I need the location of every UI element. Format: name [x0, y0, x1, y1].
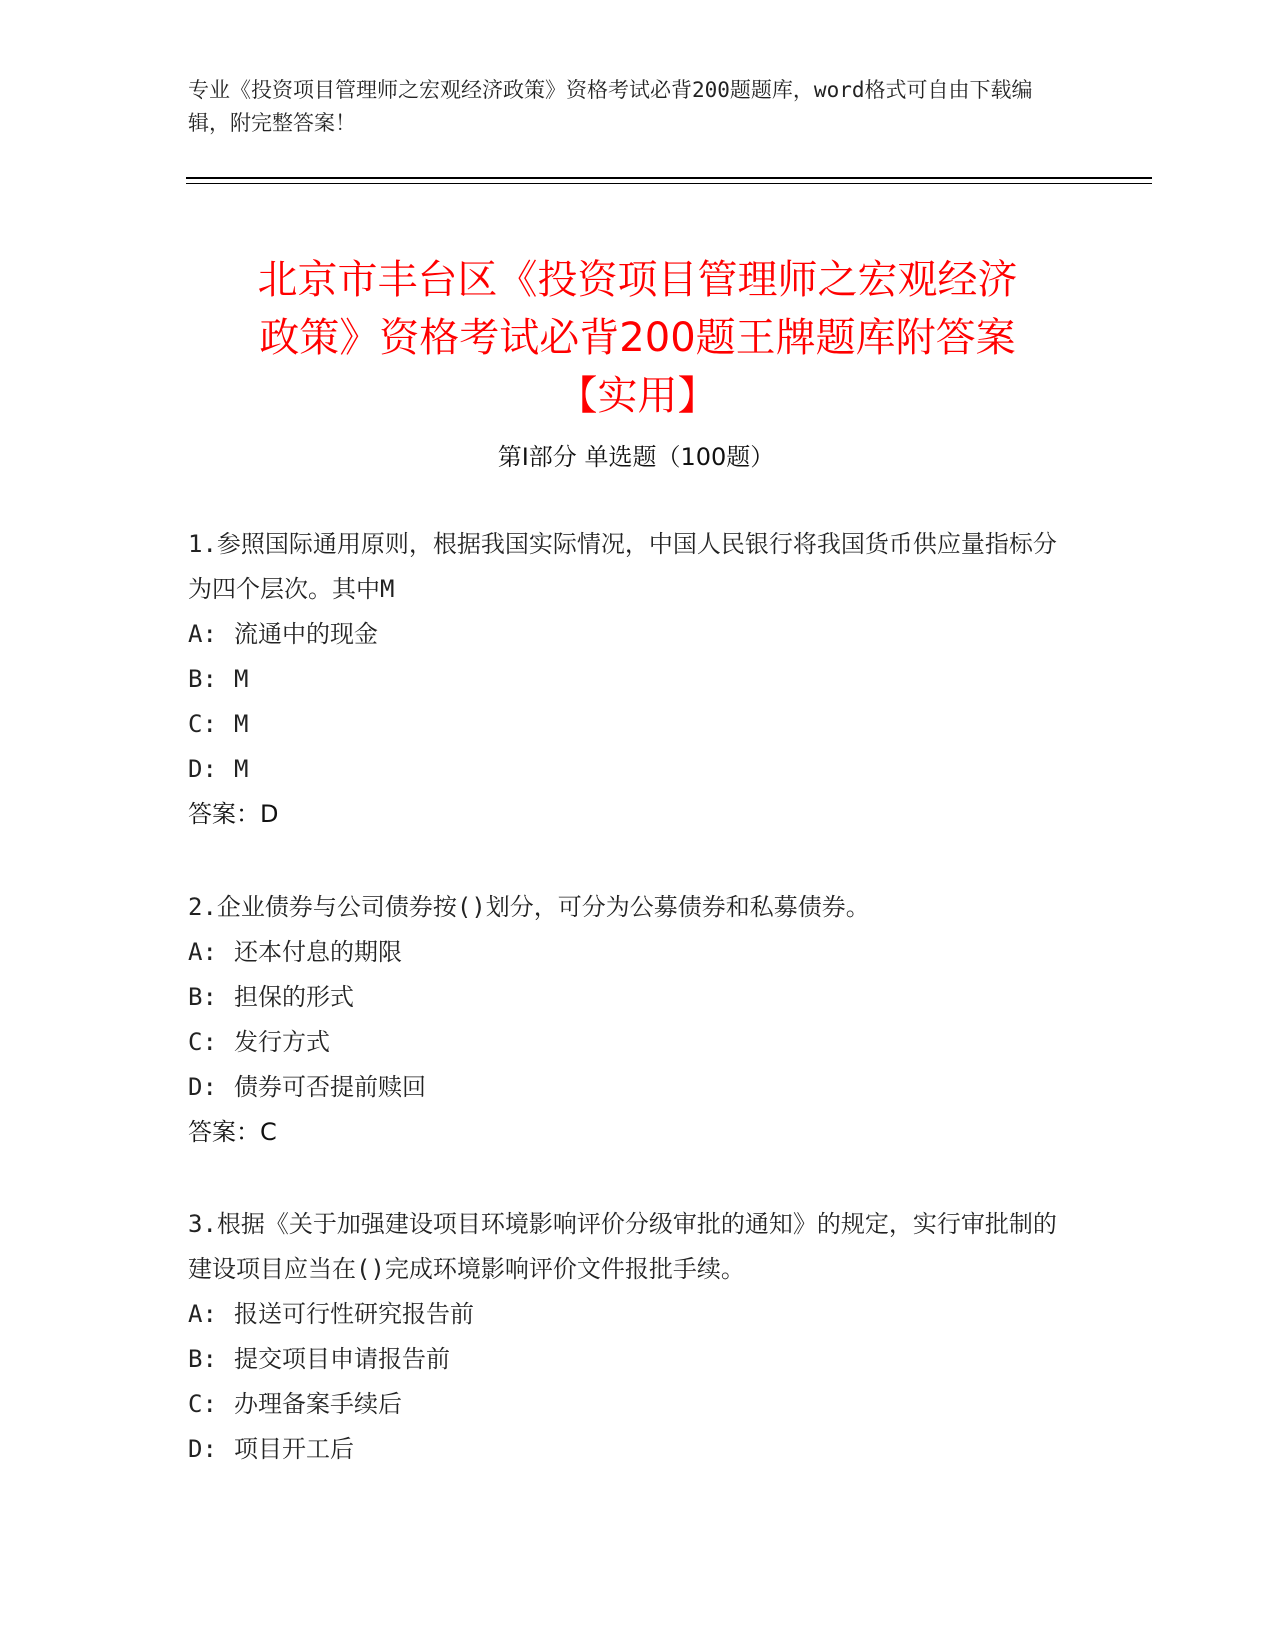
option-text: 办理备案手续后: [234, 1390, 402, 1418]
option-b: [188, 1337, 1068, 1382]
option-text: 流通中的现金: [234, 620, 378, 648]
option-text: 还本付息的期限: [234, 938, 402, 966]
option-text: M: [234, 710, 249, 738]
option-text: 债券可否提前赎回: [234, 1073, 426, 1101]
option-b: [188, 975, 1068, 1020]
answer-line: 答案：C: [188, 1118, 277, 1146]
option-c: [188, 1020, 1068, 1065]
option-d: [188, 1065, 1068, 1110]
option-letter: D:: [188, 1073, 217, 1101]
option-b: [188, 657, 1068, 702]
section-heading: 第I部分 单选题（100题）: [497, 443, 775, 471]
option-d: [188, 747, 1068, 792]
option-a: [188, 930, 1068, 975]
header-divider-thin: [186, 183, 1152, 184]
question-stem: 2.企业债券与公司债券按()划分，可分为公募债券和私募债券。: [188, 893, 870, 921]
option-text: 提交项目申请报告前: [234, 1345, 450, 1373]
question-stem: 3.根据《关于加强建设项目环境影响评价分级审批的通知》的规定，实行审批制的建设项目应当在()完成环境影响评价文件报批手续。: [188, 1210, 1057, 1283]
title-line-3: 【实用】: [557, 372, 718, 419]
option-c: [188, 1382, 1068, 1427]
option-a: [188, 612, 1068, 657]
option-letter: A:: [188, 1300, 217, 1328]
option-text: M: [234, 755, 249, 783]
option-letter: B:: [188, 983, 217, 1011]
option-text: 发行方式: [234, 1028, 330, 1056]
title-line-1: 北京市丰台区《投资项目管理师之宏观经济: [257, 256, 1018, 303]
header-divider-thick: [186, 177, 1152, 179]
option-text: 项目开工后: [234, 1435, 354, 1463]
document-title: [180, 251, 1095, 425]
option-text: 报送可行性研究报告前: [234, 1300, 474, 1328]
question-item: [188, 522, 1068, 837]
title-line-2: 政策》资格考试必背200题王牌题库附答案: [259, 314, 1016, 361]
option-letter: A:: [188, 938, 217, 966]
option-letter: C:: [188, 1028, 217, 1056]
option-a: [188, 1292, 1068, 1337]
question-item: [188, 1202, 1068, 1472]
option-letter: C:: [188, 710, 217, 738]
header-note: 专业《投资项目管理师之宏观经济政策》资格考试必背200题题库，word格式可自由下载编辑，附完整答案！: [188, 78, 1033, 135]
option-letter: A:: [188, 620, 217, 648]
answer-line: 答案：D: [188, 800, 279, 828]
option-letter: B:: [188, 665, 217, 693]
question-item: [188, 885, 1068, 1155]
option-text: M: [234, 665, 249, 693]
option-d: [188, 1427, 1068, 1472]
option-letter: D:: [188, 755, 217, 783]
question-stem: 1.参照国际通用原则，根据我国实际情况，中国人民银行将我国货币供应量指标分为四个层次。其中M: [188, 530, 1057, 603]
option-letter: D:: [188, 1435, 217, 1463]
option-c: [188, 702, 1068, 747]
option-text: 担保的形式: [234, 983, 354, 1011]
option-letter: C:: [188, 1390, 217, 1418]
option-letter: B:: [188, 1345, 217, 1373]
